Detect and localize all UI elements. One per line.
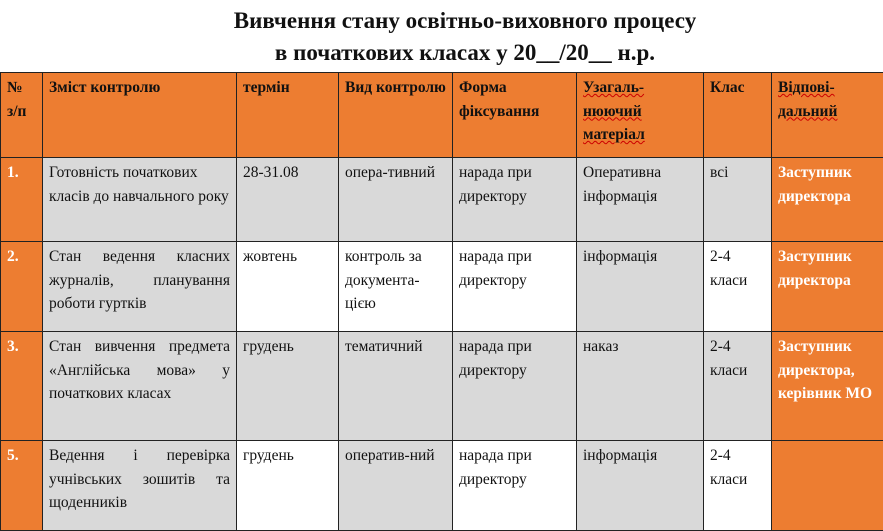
row-class: всі [704,158,772,242]
header-class: Клас [704,73,772,158]
control-table [0,72,883,531]
row-class: 2-4 класи [704,332,772,441]
table-row [1,441,883,531]
row-material: інформація [577,242,704,332]
row-type: контроль за документа-цією [339,242,453,332]
row-responsible: Заступник директора, керівник МО [772,332,883,441]
table-row [1,332,883,441]
row-number: 5. [1,441,43,531]
row-number: 1. [1,158,43,242]
row-number: 2. [1,242,43,332]
row-class: 2-4 класи [704,242,772,332]
row-type: оператив-ний [339,441,453,531]
document-title-line2: в початкових класах у 20__/20__ н.р. [0,40,883,66]
row-form: нарада при директору [453,158,577,242]
row-type: опера-тивний [339,158,453,242]
table-row [1,158,883,242]
document-title-line1: Вивчення стану освітньо-виховного процесу [0,8,883,34]
header-material: Узагаль-нюючий матеріал [577,73,704,158]
row-material: наказ [577,332,704,441]
header-term: термін [237,73,339,158]
row-type: тематичний [339,332,453,441]
row-class: 2-4 класи [704,441,772,531]
table-row [1,242,883,332]
row-content: Готовність початкових класів до навчального року [43,158,237,242]
row-term: жовтень [237,242,339,332]
table-header-row [1,73,883,158]
row-material: Оперативна інформація [577,158,704,242]
row-form: нарада при директору [453,441,577,531]
row-term: грудень [237,332,339,441]
row-content: Стан ведення класних журналів, планування роботи гуртків [43,242,237,332]
header-type: Вид контролю [339,73,453,158]
header-responsible: Відпові-дальний [772,73,883,158]
row-responsible: Заступник директора [772,242,883,332]
row-content: Ведення і перевірка учнівських зошитів та щоденників [43,441,237,531]
row-material: інформація [577,441,704,531]
row-form: нарада при директору [453,242,577,332]
row-content: Стан вивчення предмета «Англійська мова» у початкових класах [43,332,237,441]
header-content: Зміст контролю [43,73,237,158]
row-responsible [772,441,883,531]
row-responsible: Заступник директора [772,158,883,242]
row-term: 28-31.08 [237,158,339,242]
row-term: грудень [237,441,339,531]
header-number: № з/п [1,73,43,158]
row-number: 3. [1,332,43,441]
row-form: нарада при директору [453,332,577,441]
header-form: Форма фіксування [453,73,577,158]
